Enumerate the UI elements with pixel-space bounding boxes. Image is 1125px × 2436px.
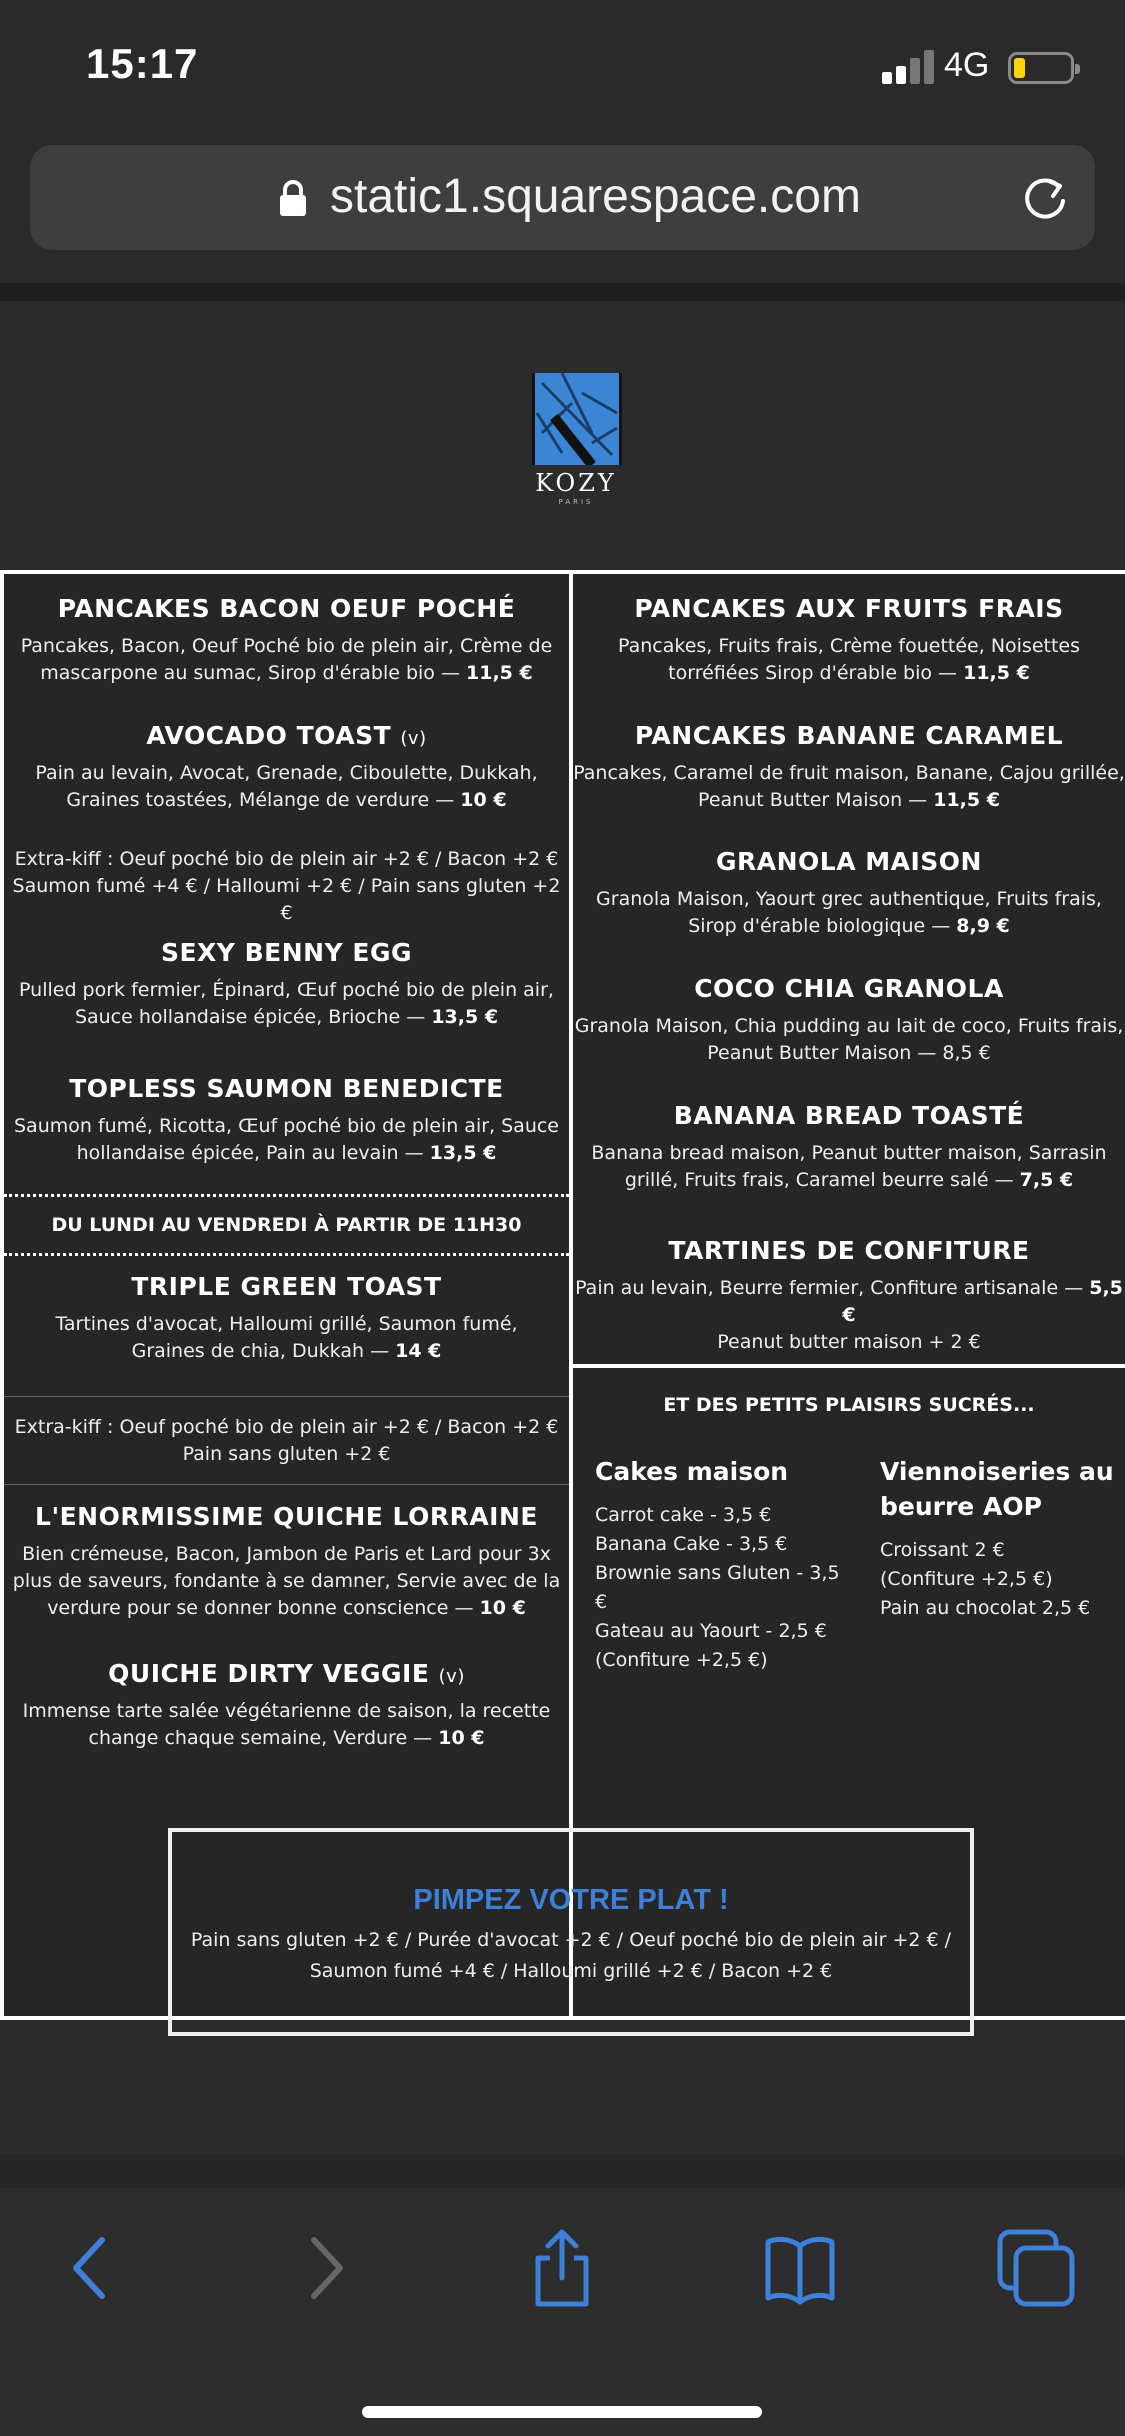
menu-item-title: TOPLESS SAUMON BENEDICTE xyxy=(69,1074,504,1103)
menu-item-description: Pain au levain, Avocat, Grenade, Ciboulette, Dukkah, Graines toastées, Mélange de verdure — 10 € xyxy=(35,762,538,811)
reload-icon[interactable] xyxy=(1019,173,1071,225)
status-bar xyxy=(0,0,1125,135)
cakes-list xyxy=(595,1454,855,1675)
kozy-logo xyxy=(528,373,624,509)
menu-item xyxy=(573,594,1125,687)
browser-toolbar xyxy=(0,2188,1125,2436)
menu-item-title: TRIPLE GREEN TOAST xyxy=(131,1272,442,1301)
menu-item-description: Banana bread maison, Peanut butter maison, Sarrasin grillé, Fruits frais, Caramel beurre salé — 7,5 € xyxy=(591,1142,1107,1191)
list-item: Pain au chocolat 2,5 € xyxy=(880,1597,1091,1619)
extras-note: Extra-kiff : Oeuf poché bio de plein air +2 € / Bacon +2 € Saumon fumé +4 € / Halloumi +2 € / Pain sans gluten +2 € xyxy=(12,848,561,924)
lock-icon xyxy=(278,179,308,217)
extras-note: Extra-kiff : Oeuf poché bio de plein air +2 € / Bacon +2 € Pain sans gluten +2 € xyxy=(14,1416,559,1465)
menu-item-title: AVOCADO TOAST (v) xyxy=(146,721,427,750)
menu-item-title: GRANOLA MAISON xyxy=(716,847,982,876)
menu-item-description: Bien crémeuse, Bacon, Jambon de Paris et Lard pour 3x plus de saveurs, fondante à se damner, Servie avec de la verdure pour se donner bonne conscience — 10 € xyxy=(12,1543,561,1619)
sweets-heading: ET DES PETITS PLAISIRS SUCRÉS... xyxy=(663,1394,1035,1416)
network-type: 4G xyxy=(944,46,990,84)
pimp-title: PIMPEZ VOTRE PLAT ! xyxy=(413,1884,729,1916)
web-page xyxy=(0,283,1125,2155)
menu-item xyxy=(4,938,569,1031)
logo-subtitle: PARIS xyxy=(558,498,594,506)
back-icon[interactable] xyxy=(52,2228,132,2308)
menu-item-description: Pancakes, Fruits frais, Crème fouettée, Noisettes torréfiées Sirop d'érable bio — 11,5 € xyxy=(617,635,1081,684)
tabs-icon[interactable] xyxy=(996,2228,1076,2308)
list-item: Brownie sans Gluten - 3,5 € xyxy=(595,1562,840,1613)
list-item: (Confiture +2,5 €) xyxy=(595,1649,768,1671)
list-item: (Confiture +2,5 €) xyxy=(880,1568,1053,1590)
menu-item xyxy=(573,721,1125,814)
menu-left-column xyxy=(0,574,573,2016)
menu-item xyxy=(4,1272,569,1365)
menu-item xyxy=(4,721,569,814)
menu-item xyxy=(4,1659,569,1752)
list-item: Gateau au Yaourt - 2,5 € xyxy=(595,1620,827,1642)
menu-item-description: Granola Maison, Yaourt grec authentique, Fruits frais, Sirop d'érable biologique — 8,9 € xyxy=(596,888,1102,937)
menu-item xyxy=(4,594,569,687)
menu-item-description: Pancakes, Bacon, Oeuf Poché bio de plein air, Crème de mascarpone au sumac, Sirop d'érable bio — 11,5 € xyxy=(20,635,553,684)
url-text[interactable]: static1.squarespace.com xyxy=(330,170,861,223)
menu-item-title: COCO CHIA GRANOLA xyxy=(694,974,1004,1003)
pimp-your-dish-box xyxy=(168,1828,974,2036)
cakes-title: Cakes maison xyxy=(595,1457,789,1486)
weekday-band: DU LUNDI AU VENDREDI À PARTIR DE 11H30 xyxy=(4,1194,569,1256)
menu-item-title: SEXY BENNY EGG xyxy=(160,938,413,967)
divider xyxy=(4,1396,569,1397)
menu-item-description: Pancakes, Caramel de fruit maison, Banane, Cajou grillée, Peanut Butter Maison — 11,5 € xyxy=(573,762,1125,811)
viennoiseries-title: Viennoiseries au beurre AOP xyxy=(880,1457,1114,1521)
list-item: Banana Cake - 3,5 € xyxy=(595,1533,788,1555)
menu-item-description: Pain au levain, Beurre fermier, Confiture artisanale — 5,5 € Peanut butter maison + 2 € xyxy=(575,1277,1123,1353)
divider xyxy=(573,1364,1125,1368)
status-time: 15:17 xyxy=(86,40,199,87)
list-item: Carrot cake - 3,5 € xyxy=(595,1504,772,1526)
menu-item-description: Granola Maison, Chia pudding au lait de coco, Fruits frais, Peanut Butter Maison — 8,5 € xyxy=(574,1015,1124,1064)
divider xyxy=(4,1484,569,1485)
menu-item-title: PANCAKES BANANE CARAMEL xyxy=(634,721,1064,750)
menu-item xyxy=(4,1074,569,1167)
signal-icon xyxy=(882,50,934,84)
share-icon[interactable] xyxy=(522,2228,602,2308)
menu-item-title: BANANA BREAD TOASTÉ xyxy=(673,1101,1025,1130)
pimp-description: Pain sans gluten +2 € / Purée d'avocat +2 € / Oeuf poché bio de plein air +2 € / Saumon fumé +4 € / Halloumi grillé +2 € / Bacon +2 € xyxy=(190,1929,952,1982)
menu-item-description: Tartines d'avocat, Halloumi grillé, Saumon fumé, Graines de chia, Dukkah — 14 € xyxy=(55,1313,518,1362)
forward-icon[interactable] xyxy=(284,2228,364,2308)
menu-board xyxy=(0,570,1125,2020)
menu-item xyxy=(573,847,1125,940)
browser-address-area xyxy=(0,135,1125,283)
menu-item-title: TARTINES DE CONFITURE xyxy=(668,1236,1030,1265)
address-bar[interactable] xyxy=(30,145,1095,250)
menu-item-title: QUICHE DIRTY VEGGIE (v) xyxy=(108,1659,465,1688)
logo-wordmark: KOZY xyxy=(535,469,617,497)
bookmarks-icon[interactable] xyxy=(760,2228,840,2308)
menu-item-description: Saumon fumé, Ricotta, Œuf poché bio de plein air, Sauce hollandaise épicée, Pain au levain — 13,5 € xyxy=(13,1115,560,1164)
viennoiseries-list xyxy=(880,1454,1125,1623)
menu-item-description: Immense tarte salée végétarienne de saison, la recette change chaque semaine, Verdure — 10 € xyxy=(22,1700,551,1749)
home-indicator xyxy=(362,2406,762,2418)
menu-item xyxy=(573,974,1125,1067)
logo-mark xyxy=(532,373,622,465)
menu-item xyxy=(573,1101,1125,1194)
list-item: Croissant 2 € xyxy=(880,1539,1005,1561)
menu-item xyxy=(4,1502,569,1622)
menu-item-title: PANCAKES BACON OEUF POCHÉ xyxy=(57,594,516,623)
menu-item-description: Pulled pork fermier, Épinard, Œuf poché bio de plein air, Sauce hollandaise épicée, Brioche — 13,5 € xyxy=(19,979,554,1028)
menu-item-title: PANCAKES AUX FRUITS FRAIS xyxy=(634,594,1064,623)
menu-item-title: L'ENORMISSIME QUICHE LORRAINE xyxy=(35,1502,538,1531)
battery-icon xyxy=(1008,52,1074,84)
menu-item xyxy=(573,1236,1125,1356)
menu-right-column xyxy=(573,574,1125,2016)
